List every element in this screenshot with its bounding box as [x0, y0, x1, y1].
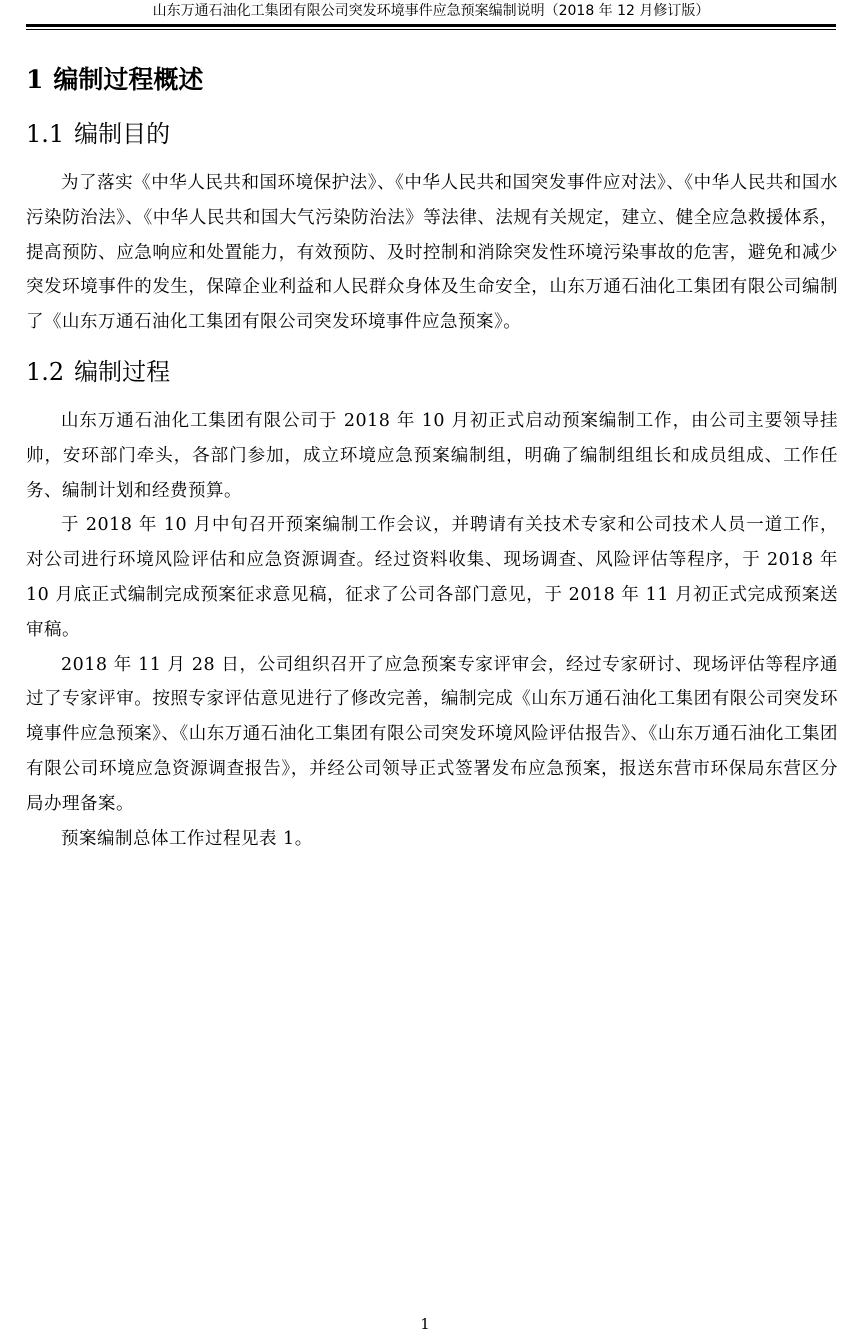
- header-rule-thin: [26, 29, 836, 30]
- page-content: [26, 60, 838, 856]
- process-paragraph-4: 预案编制总体工作过程见表 1。: [61, 828, 313, 849]
- section-1-1-number: 1.1: [26, 120, 65, 148]
- section-1-number: 1: [26, 65, 44, 94]
- process-paragraph-2: 于 2018 年 10 月中旬召开预案编制工作会议，并聘请有关技术专家和公司技术人员一道工作，对公司进行环境风险评估和应急资源调查。经过资料收集、现场调查、风险评估等程序，于 2018 年 10 月底正式编制完成预案征求意见稿，征求了公司各部门意见，于 2018 年 11 月初正式完成预案送审稿。: [26, 515, 838, 640]
- section-1-2-title: 编制过程: [74, 357, 171, 386]
- running-header: 山东万通石油化工集团有限公司突发环境事件应急预案编制说明（2018 年 12 月修订版）: [152, 3, 710, 19]
- header-rule-thick: [26, 24, 836, 27]
- section-1-2-number: 1.2: [26, 357, 65, 386]
- section-1-title: 编制过程概述: [53, 65, 204, 94]
- purpose-paragraph: 为了落实《中华人民共和国环境保护法》、《中华人民共和国突发事件应对法》、《中华人民共和国水污染防治法》、《中华人民共和国大气污染防治法》等法律、法规有关规定，建立、健全应急救援体系，提高预防、应急响应和处置能力，有效预防、及时控制和消除突发性环境污染事故的危害，避免和减少突发环境事件的发生，保障企业利益和人民群众身体及生命安全，山东万通石油化工集团有限公司编制了《山东万通石油化工集团有限公司突发环境事件应急预案》。: [26, 173, 838, 333]
- section-1-1-title: 编制目的: [74, 120, 171, 148]
- process-paragraph-1: 山东万通石油化工集团有限公司于 2018 年 10 月初正式启动预案编制工作，由公司主要领导挂帅，安环部门牵头，各部门参加，成立环境应急预案编制组，明确了编制组组长和成员组成、工作任务、编制计划和经费预算。: [26, 410, 838, 501]
- page-number: 1: [420, 1315, 430, 1333]
- section-1-2-heading: [26, 352, 838, 392]
- section-1-heading: [26, 60, 838, 100]
- section-1-1-heading: [26, 114, 838, 154]
- process-paragraph-3: 2018 年 11 月 28 日，公司组织召开了应急预案专家评审会，经过专家研讨、现场评估等程序通过了专家评审。按照专家评估意见进行了修改完善，编制完成《山东万通石油化工集团有限公司突发环境事件应急预案》、《山东万通石油化工集团有限公司突发环境风险评估报告》、《山东万通石油化工集团有限公司环境应急资源调查报告》，并经公司领导正式签署发布应急预案，报送东营市环保局东营区分局办理备案。: [26, 654, 838, 814]
